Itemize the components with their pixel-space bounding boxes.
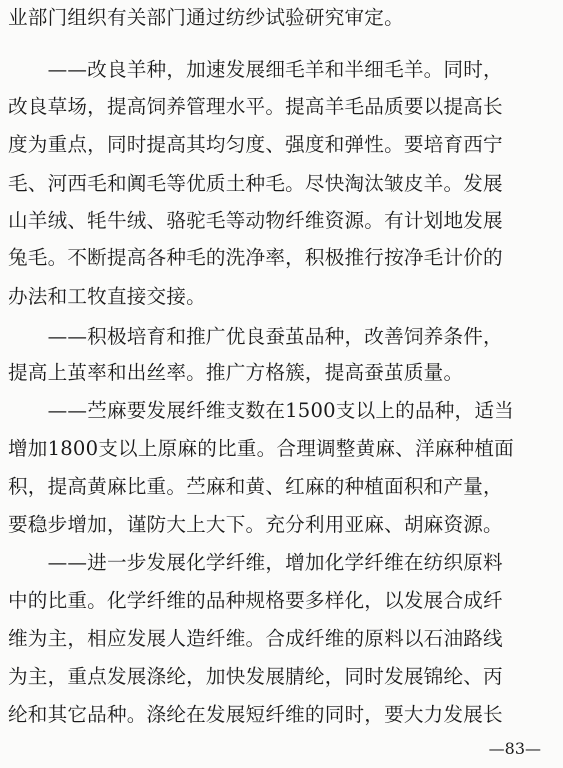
text-line-14: 要稳步增加，谨防大上大下。充分利用亚麻、胡麻资源。	[8, 513, 503, 536]
text-line-16: 中的比重。化学纤维的品种规格要多样化，以发展合成纤	[8, 589, 503, 612]
text-line-4: 度为重点，同时提高其均匀度、强度和弹性。要培育西宁	[8, 133, 503, 156]
text-line-2: ——改良羊种，加速发展细毛羊和半细毛羊。同时，	[8, 58, 503, 81]
text-line-5: 毛、河西毛和阗毛等优质土种毛。尽快淘汰皱皮羊。发展	[8, 172, 503, 195]
text-line-7: 兔毛。不断提高各种毛的洗净率，积极推行按净毛计价的	[8, 246, 503, 269]
text-line-10: 提高上茧率和出丝率。推广方格簇，提高蚕茧质量。	[8, 361, 464, 384]
text-line-13: 积，提高黄麻比重。苎麻和黄、红麻的种植面积和产量，	[8, 475, 503, 498]
text-line-15: ——进一步发展化学纤维，增加化学纤维在纺织原料	[8, 551, 503, 574]
page-number: —83—	[488, 739, 541, 758]
text-line-12: 增加1800支以上原麻的比重。合理调整黄麻、洋麻种植面	[8, 437, 514, 460]
text-line-19: 纶和其它品种。涤纶在发展短纤维的同时，要大力发展长	[8, 703, 503, 726]
text-line-8: 办法和工牧直接交接。	[8, 285, 206, 308]
text-line-6: 山羊绒、牦牛绒、骆驼毛等动物纤维资源。有计划地发展	[8, 209, 503, 232]
text-line-17: 维为主，相应发展人造纤维。合成纤维的原料以石油路线	[8, 627, 503, 650]
text-line-3: 改良草场，提高饲养管理水平。提高羊毛品质要以提高长	[8, 95, 503, 118]
text-line-18: 为主，重点发展涤纶，加快发展腈纶，同时发展锦纶、丙	[8, 665, 503, 688]
text-line-11: ——苎麻要发展纤维支数在1500支以上的品种，适当	[8, 399, 514, 422]
text-line-1: 业部门组织有关部门通过纺纱试验研究审定。	[8, 6, 404, 29]
text-line-9: ——积极培育和推广优良蚕茧品种，改善饲养条件，	[8, 325, 503, 348]
